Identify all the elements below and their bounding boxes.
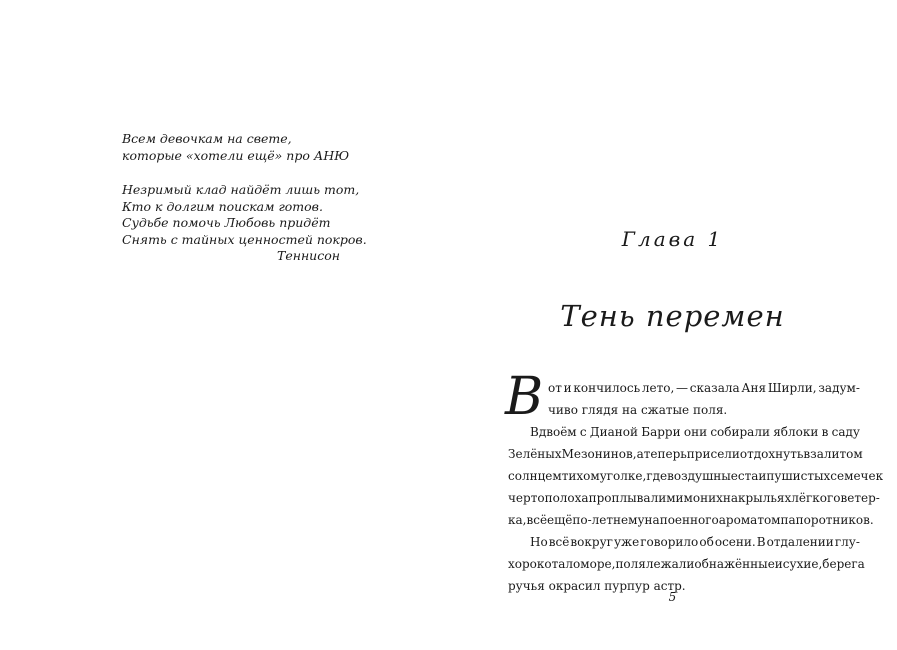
word: ароматом: [718, 513, 781, 527]
right-page: [448, 0, 897, 650]
word: присели: [686, 447, 740, 461]
word: пушистых: [766, 469, 831, 483]
epigraph-line: Кто к долгим поискам готов.: [122, 198, 323, 214]
word: сухие,: [782, 557, 823, 571]
word: хо: [508, 557, 522, 571]
dedication: [122, 131, 352, 164]
word: Но: [530, 535, 548, 549]
word: проплывали: [588, 491, 667, 505]
word: берега: [822, 557, 865, 571]
text-line: [508, 443, 863, 465]
text-line: [508, 509, 874, 531]
word: Аня: [741, 381, 767, 395]
word: крыльях: [738, 491, 792, 505]
word: глу-: [834, 535, 860, 549]
epigraph: [122, 182, 367, 265]
word: Вдвоём: [530, 425, 577, 439]
word: Мезонинов,: [561, 447, 637, 461]
word: всё: [548, 535, 570, 549]
word: задум-: [818, 381, 860, 395]
word: по-летнему: [572, 513, 645, 527]
word: лежали: [645, 557, 695, 571]
word: лёгкого: [791, 491, 841, 505]
word: стаи: [737, 469, 767, 483]
dedication-line: которые «хотели ещё» про АНЮ: [122, 147, 350, 163]
text-line: [508, 553, 865, 575]
epigraph-line: Снять с тайных ценностей покров.: [122, 231, 367, 247]
word: В: [756, 535, 766, 549]
text-line: [508, 377, 860, 399]
word: от: [548, 381, 562, 395]
word: и: [774, 557, 783, 571]
line-text: чиво глядя на сжатые поля.: [548, 403, 728, 417]
line-text: ручья окрасил пурпур астр.: [508, 579, 686, 593]
word: Дианой: [589, 425, 638, 439]
word: отдохнуть: [739, 447, 804, 461]
word: лето,: [641, 381, 675, 395]
word: море,: [580, 557, 616, 571]
word: ещё: [547, 513, 573, 527]
text-line: [508, 487, 880, 509]
word: них: [700, 491, 723, 505]
word: папоротников.: [780, 513, 874, 527]
text-line: [508, 531, 860, 553]
word: ветер-: [840, 491, 880, 505]
word: рокотало: [522, 557, 581, 571]
word: саду: [831, 425, 860, 439]
word: с: [579, 425, 587, 439]
text-line: [508, 421, 860, 443]
chapter-label: Глава 1: [621, 227, 724, 251]
word: теперь: [643, 447, 687, 461]
epigraph-author: Теннисон: [276, 248, 340, 263]
word: солнцем: [508, 469, 562, 483]
word: сказала: [689, 381, 740, 395]
word: семечек: [830, 469, 884, 483]
word: яблоки: [773, 425, 819, 439]
left-page: [0, 0, 448, 650]
word: уголке,: [599, 469, 647, 483]
dedication-line: Всем девочкам на свете,: [122, 131, 292, 146]
word: Барри: [641, 425, 681, 439]
word: в: [803, 447, 811, 461]
word: вокруг: [570, 535, 613, 549]
word: воздушные: [667, 469, 738, 483]
word: тихом: [561, 469, 600, 483]
word: кончилось: [573, 381, 641, 395]
word: а: [636, 447, 644, 461]
word: уже: [613, 535, 640, 549]
chapter-title: Тень перемен: [560, 299, 785, 333]
text-line: [508, 399, 860, 421]
page-number: 5: [668, 590, 677, 604]
word: обнажённые: [694, 557, 775, 571]
epigraph-line: Судьбе помочь Любовь придёт: [122, 215, 331, 230]
word: об: [699, 535, 714, 549]
word: и: [563, 381, 572, 395]
word: ка,: [508, 513, 527, 527]
word: чертополоха: [508, 491, 589, 505]
chapter-body: [505, 367, 884, 597]
word: осени.: [714, 535, 756, 549]
word: они: [683, 425, 708, 439]
epigraph-line: Незримый клад найдёт лишь тот,: [122, 182, 360, 197]
word: всё: [526, 513, 548, 527]
text-line: [508, 465, 884, 487]
word: говорило: [640, 535, 699, 549]
word: Зелёных: [508, 447, 562, 461]
word: напоенного: [644, 513, 719, 527]
word: поля: [615, 557, 646, 571]
word: —: [676, 381, 689, 395]
word: на: [722, 491, 738, 505]
drop-cap: В: [505, 367, 544, 427]
word: Ширли,: [767, 381, 817, 395]
word: где: [646, 469, 668, 483]
word: мимо: [666, 491, 701, 505]
word: в: [821, 425, 829, 439]
word: отдалении: [766, 535, 834, 549]
word: собирали: [710, 425, 770, 439]
word: залитом: [810, 447, 863, 461]
